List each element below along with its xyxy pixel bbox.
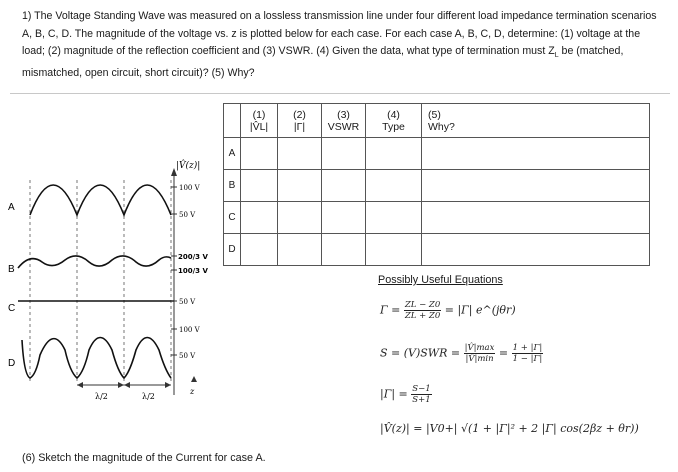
answer-cell[interactable] — [278, 234, 322, 266]
row-label: A — [224, 138, 241, 170]
y-axis-label: |V̂(z)| — [176, 161, 201, 171]
tick-label-d-100: 100 V — [179, 326, 200, 334]
table-row-d — [224, 234, 650, 266]
header-gamma: (2) |Γ| — [278, 104, 322, 138]
curve-a — [30, 185, 171, 215]
standing-wave-plot — [0, 150, 230, 405]
header-vswr: (3) VSWR — [322, 104, 366, 138]
answer-cell[interactable] — [366, 202, 422, 234]
table-header-row — [224, 104, 650, 138]
table-corner — [224, 104, 241, 138]
row-label-a: A — [8, 202, 15, 213]
answer-table — [223, 103, 650, 266]
row-label-d: D — [8, 358, 16, 369]
table-row-b — [224, 170, 650, 202]
tick-label-b-200: 200/3 V — [178, 253, 208, 261]
row-label-b: B — [8, 264, 15, 275]
answer-cell[interactable] — [422, 170, 650, 202]
row-label: B — [224, 170, 241, 202]
x-axis-label: z — [190, 387, 195, 396]
dashed-guides — [30, 180, 171, 382]
lambda-label-2: λ/2 — [142, 392, 155, 401]
answer-cell[interactable] — [241, 138, 278, 170]
header-type: (4) Type — [366, 104, 422, 138]
answer-cell[interactable] — [422, 234, 650, 266]
gamma-equation: Γ = $\frac{ZL - Z0}{ZL + Z0}$ = |Γ| e^(jθr) — [380, 300, 516, 321]
row-label: C — [224, 202, 241, 234]
answer-cell[interactable] — [422, 202, 650, 234]
row-label: D — [224, 234, 241, 266]
curve-b — [18, 256, 171, 268]
voltage-magnitude-equation: |V̂(z)| = |V0+| √(1 + |Γ|² + 2 |Γ| cos(2βz + θr)) — [380, 422, 639, 435]
answer-cell[interactable] — [241, 202, 278, 234]
answer-cell[interactable] — [322, 202, 366, 234]
arrow-right-2 — [165, 382, 171, 388]
tick-label-a-100: 100 V — [179, 184, 200, 192]
gamma-magnitude-equation: |Γ| = $\frac{S-1}{S+1}$ — [380, 384, 431, 405]
answer-cell[interactable] — [322, 138, 366, 170]
row-label-c: C — [8, 303, 16, 314]
header-voltage-load: (1) |V̂L| — [241, 104, 278, 138]
sketch-question: (6) Sketch the magnitude of the Current for case A. — [22, 452, 266, 464]
answer-cell[interactable] — [278, 138, 322, 170]
vswr-equation: S = (V)SWR = $\frac{|V̂|\max}{|V̂|\min}$ = $\frac{1 + |\Gamma|}{1 - |\Gamma|}$ — [380, 343, 543, 364]
tick-label-d-50: 50 V — [179, 352, 196, 360]
answer-cell[interactable] — [278, 202, 322, 234]
tick-label-a-50: 50 V — [179, 211, 196, 219]
equations-title: Possibly Useful Equations — [378, 274, 503, 286]
lambda-label-1: λ/2 — [95, 392, 108, 401]
table-row-c — [224, 202, 650, 234]
arrow-right-1 — [118, 382, 124, 388]
answer-cell[interactable] — [422, 138, 650, 170]
answer-cell[interactable] — [241, 170, 278, 202]
tick-label-c-50: 50 V — [179, 298, 196, 306]
arrow-left-1 — [77, 382, 83, 388]
tick-label-b-100: 100/3 V — [178, 267, 208, 275]
header-why: (5) Why? — [422, 104, 650, 138]
answer-cell[interactable] — [366, 170, 422, 202]
answer-cell[interactable] — [366, 234, 422, 266]
arrow-left-2 — [124, 382, 130, 388]
answer-cell[interactable] — [278, 170, 322, 202]
answer-cell[interactable] — [241, 234, 278, 266]
answer-cell[interactable] — [322, 234, 366, 266]
table-row-a — [224, 138, 650, 170]
divider — [10, 93, 670, 94]
answer-cell[interactable] — [366, 138, 422, 170]
question-text: 1) The Voltage Standing Wave was measured on a lossless transmission line under four different load impedance termination scenarios A, B, C, D. The magnitude of the voltage vs. z is plotted below for each case. For each case A, B, C, D, determine: (1) voltage at the load; (2) magnitude of the reflection coefficient and (3) VSWR. (4) Given the data, what type of termination must $Z_L$ be (matched, mismatched, open circuit, short circuit)? (5) Why? — [22, 10, 657, 79]
answer-cell[interactable] — [322, 170, 366, 202]
curve-d — [22, 338, 171, 379]
x-axis-arrow — [191, 376, 197, 382]
